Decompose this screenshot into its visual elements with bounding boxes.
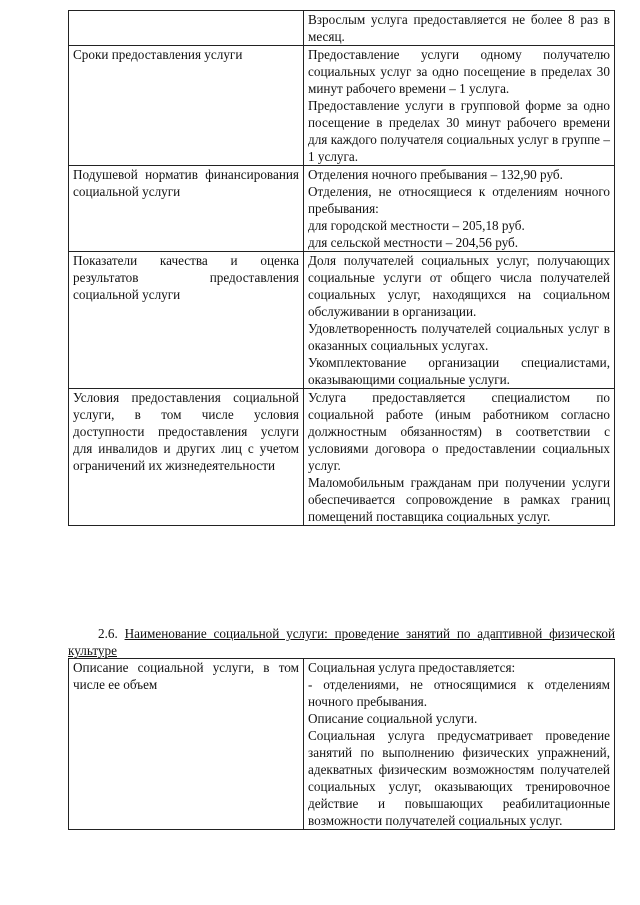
row-label-text: Условия предоставления социальной услуги, в том числе условия доступности предоставления услуги для инвалидов и других лиц с учетом ограничений их жизнедеятельности (73, 390, 299, 473)
content-paragraph: Удовлетворенность получателей социальных услуг в оказанных социальных услугах. (308, 321, 610, 353)
table-row (69, 166, 615, 252)
row-content (304, 166, 615, 252)
section-title: Наименование социальной услуги: проведение занятий по адаптивной физической культуре (68, 626, 616, 658)
content-paragraph: для городской местности – 205,18 руб. (308, 218, 525, 233)
section-heading (68, 625, 615, 659)
row-content (304, 46, 615, 166)
row-label (69, 166, 304, 252)
content-paragraph: Социальная услуга предоставляется: (308, 660, 516, 675)
services-table-2 (68, 658, 615, 830)
row-label-text: Описание социальной услуги, в том числе ее объем (73, 660, 299, 692)
content-paragraph: Услуга предоставляется специалистом по социальной работе (иным работником согласно должностным обязанностям) в соответствии с условиями договора о предоставлении социальных услуг. (308, 390, 610, 473)
row-label-text: Показатели качества и оценка результатов предоставления социальной услуги (73, 253, 299, 302)
content-paragraph: Взрослым услуга предоставляется не более 8 раз в месяц. (308, 12, 610, 44)
table-row (69, 659, 615, 830)
row-content (304, 659, 615, 830)
row-content (304, 11, 615, 46)
table-row (69, 252, 615, 389)
section-number: 2.6. (98, 626, 118, 641)
table-row (69, 11, 615, 46)
content-paragraph: Маломобильным гражданам при получении услуги обеспечивается сопровождение в рамках границ помещений поставщика социальных услуг. (308, 475, 610, 524)
content-paragraph: - отделениями, не относящимися к отделениям ночного пребывания. (308, 677, 610, 709)
row-label: Сроки предоставления услуги (69, 46, 304, 166)
row-label (69, 659, 304, 830)
content-paragraph: Доля получателей социальных услуг, получающих социальные услуги от общего числа получателей социальных услуг, находящихся на социальном обслуживании в организации. (308, 253, 610, 319)
content-paragraph: Предоставление услуги в групповой форме за одно посещение в пределах 30 минут рабочего времени для каждого получателя социальных услуг в группе – 1 услуга. (308, 98, 610, 164)
content-paragraph: Укомплектование организации специалистами, оказывающими социальные услуги. (308, 355, 610, 387)
row-label (69, 252, 304, 389)
table-row (69, 389, 615, 526)
row-label-text: Подушевой норматив финансирования социальной услуги (73, 167, 299, 199)
content-paragraph: для сельской местности – 204,56 руб. (308, 235, 519, 250)
row-label (69, 389, 304, 526)
content-paragraph: Социальная услуга предусматривает проведение занятий по выполнению физических упражнений, адекватных физическим возможностям получателей социальных услуг, оказывающих тренировочное действие и повышающих реабилитационные возможности получателей социальных услуг. (308, 728, 610, 828)
row-content (304, 252, 615, 389)
content-paragraph: Описание социальной услуги. (308, 711, 478, 726)
content-paragraph: Предоставление услуги одному получателю социальных услуг за одно посещение в пределах 30 минут рабочего времени – 1 услуга. (308, 47, 610, 96)
row-label (69, 11, 304, 46)
content-paragraph: Отделения, не относящиеся к отделениям ночного пребывания: (308, 184, 610, 216)
services-table-1 (68, 10, 615, 526)
table-row (69, 46, 615, 166)
row-content (304, 389, 615, 526)
content-paragraph: Отделения ночного пребывания – 132,90 руб. (308, 167, 563, 182)
